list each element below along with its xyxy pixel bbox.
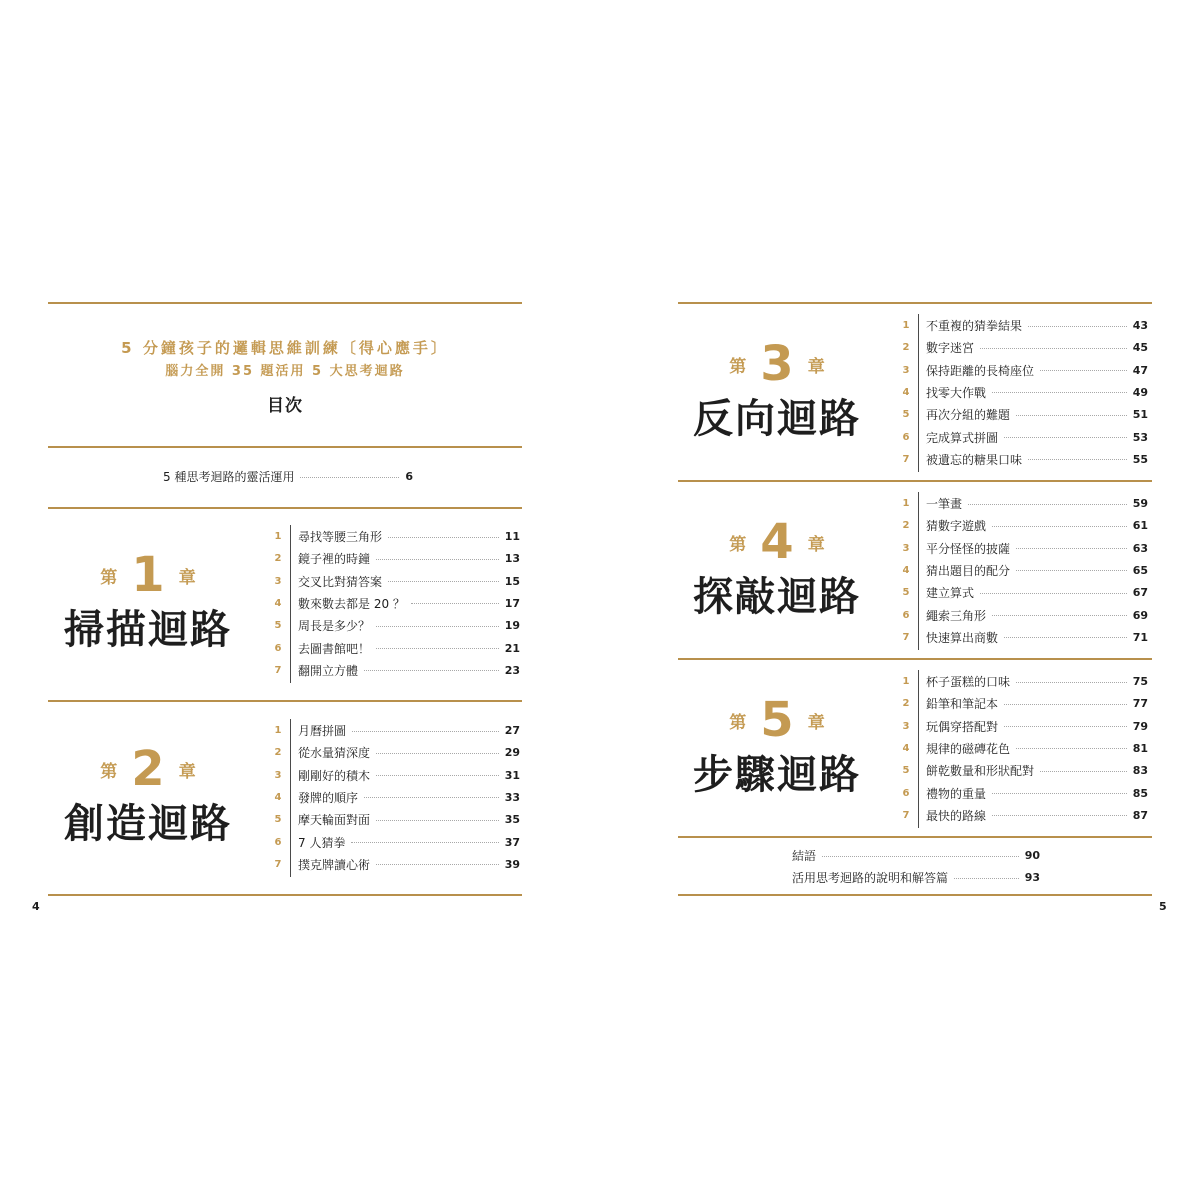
- toc-entry[interactable]: [298, 663, 520, 679]
- chapter-label: [677, 514, 877, 570]
- toc-entry[interactable]: [926, 318, 1148, 334]
- gold-rule: [48, 507, 522, 509]
- toc-entry-page: 47: [1132, 363, 1148, 377]
- toc-entry-title: 杯子蛋糕的口味: [926, 675, 1011, 689]
- toc-entry-page: 59: [1132, 497, 1148, 510]
- toc-entry[interactable]: [926, 452, 1148, 468]
- dotted-leader: [376, 648, 499, 649]
- gold-rule: [48, 894, 522, 896]
- toc-entry-title: 保持距離的長椅座位: [926, 363, 1035, 378]
- chapter-label: [677, 692, 877, 748]
- chapter-title: 創造迴路: [64, 801, 232, 847]
- dotted-leader: [1040, 370, 1127, 371]
- chapter-suffix: 章: [807, 712, 825, 733]
- toc-entry[interactable]: [926, 674, 1148, 690]
- toc-entry-page: 65: [1132, 563, 1148, 577]
- entry-number: 1: [902, 498, 910, 509]
- chapter-number: 2: [131, 741, 165, 797]
- chapter-prefix: 第: [100, 567, 118, 588]
- toc-entry-title: 快速算出商數: [926, 630, 999, 645]
- chapter-suffix: 章: [807, 534, 825, 555]
- toc-entry[interactable]: [298, 723, 520, 739]
- toc-entry[interactable]: [298, 835, 520, 851]
- dotted-leader: [376, 864, 499, 865]
- chapter-prefix: 第: [729, 534, 747, 555]
- toc-entry-title: 猜數字遊戲: [926, 519, 987, 534]
- entry-number: 5: [274, 620, 282, 632]
- dotted-leader: [954, 878, 1019, 879]
- dotted-leader: [376, 559, 499, 560]
- toc-entry[interactable]: [926, 808, 1148, 824]
- entry-number: 7: [274, 664, 282, 676]
- entry-number: 2: [902, 520, 910, 532]
- entry-number: 2: [902, 698, 910, 710]
- entry-number: 1: [274, 725, 282, 736]
- entry-number: 3: [902, 364, 910, 376]
- dotted-leader: [300, 477, 399, 478]
- toc-entry[interactable]: [926, 630, 1148, 646]
- toc-entry-page: 6: [405, 470, 413, 483]
- toc-entry-page: 43: [1132, 319, 1148, 332]
- entry-number: 1: [274, 531, 282, 542]
- entry-number: 6: [902, 609, 910, 621]
- toc-entry-page: 49: [1132, 385, 1148, 399]
- toc-entry[interactable]: [298, 551, 520, 567]
- toc-entry-page: 87: [1132, 808, 1148, 822]
- toc-entry-page: 83: [1132, 764, 1148, 778]
- toc-entry-page: 61: [1132, 519, 1148, 533]
- chapter-number: 5: [760, 692, 794, 748]
- toc-entry-page: 71: [1132, 630, 1148, 644]
- dotted-leader: [1016, 748, 1127, 749]
- gold-rule: [678, 894, 1152, 896]
- entry-divider-line: [918, 670, 919, 828]
- toc-entry-title: 建立算式: [926, 586, 975, 601]
- toc-entry[interactable]: [298, 618, 520, 634]
- chapter-title: 掃描迴路: [64, 607, 232, 653]
- toc-entry-page: 37: [504, 835, 520, 849]
- toc-entry-title: 活用思考迴路的說明和解答篇: [792, 871, 949, 885]
- dotted-leader: [352, 731, 499, 732]
- toc-entry[interactable]: [298, 574, 520, 590]
- entry-number: 6: [274, 642, 282, 654]
- entry-number: 6: [902, 431, 910, 443]
- toc-entry-page: 45: [1132, 341, 1148, 355]
- toc-entry-page: 81: [1132, 741, 1148, 755]
- dotted-leader: [992, 392, 1127, 393]
- toc-entry-page: 23: [504, 663, 520, 677]
- dotted-leader: [1028, 459, 1127, 460]
- entry-divider-line: [290, 719, 291, 877]
- toc-entry-title: 完成算式拼圖: [926, 430, 999, 445]
- toc-entry-page: 17: [504, 596, 520, 610]
- gold-rule: [678, 480, 1152, 482]
- entry-number: 5: [902, 409, 910, 421]
- dotted-leader: [1028, 326, 1127, 327]
- toc-entry-page: 55: [1132, 452, 1148, 466]
- dotted-leader: [980, 593, 1127, 594]
- dotted-leader: [376, 626, 499, 627]
- entry-number: 5: [902, 587, 910, 599]
- toc-entry[interactable]: [926, 563, 1148, 579]
- dotted-leader: [376, 775, 499, 776]
- chapter-title: 步驟迴路: [693, 752, 861, 798]
- toc-entry-page: 75: [1132, 675, 1148, 688]
- chapter-number: 1: [131, 547, 165, 603]
- dotted-leader: [1004, 726, 1127, 727]
- entry-number: 6: [274, 836, 282, 848]
- toc-entry-page: 69: [1132, 608, 1148, 622]
- dotted-leader: [1004, 637, 1127, 638]
- entry-number: 7: [902, 809, 910, 821]
- toc-entry-page: 33: [504, 790, 520, 804]
- dotted-leader: [351, 842, 498, 843]
- chapter-label: [48, 547, 248, 603]
- page-number-left: 4: [32, 900, 40, 913]
- entry-number: 7: [902, 453, 910, 465]
- toc-entry[interactable]: [298, 596, 520, 612]
- toc-entry[interactable]: [926, 340, 1148, 356]
- toc-entry-page: 51: [1132, 408, 1148, 422]
- dotted-leader: [388, 537, 499, 538]
- toc-entry[interactable]: [926, 518, 1148, 534]
- toc-entry-title: 5 種思考迴路的靈活運用: [163, 470, 295, 484]
- chapter-prefix: 第: [729, 712, 747, 733]
- gold-rule: [678, 836, 1152, 838]
- entry-number: 1: [902, 676, 910, 687]
- toc-entry-intro[interactable]: [163, 469, 413, 485]
- toc-entry[interactable]: [298, 857, 520, 873]
- dotted-leader: [1016, 548, 1127, 549]
- toc-entry[interactable]: [926, 496, 1148, 512]
- toc-entry-title: 去圖書館吧！: [298, 641, 371, 656]
- dotted-leader: [364, 670, 499, 671]
- dotted-leader: [411, 603, 499, 604]
- toc-entry-page: 11: [504, 530, 520, 543]
- entry-number: 3: [274, 575, 282, 587]
- dotted-leader: [364, 797, 499, 798]
- entry-number: 4: [902, 564, 910, 576]
- toc-entry-page: 13: [504, 552, 520, 566]
- entry-number: 4: [902, 742, 910, 754]
- toc-entry-title: 繩索三角形: [926, 608, 987, 623]
- toc-entry-page: 31: [504, 768, 520, 782]
- entry-number: 1: [902, 320, 910, 331]
- dotted-leader: [388, 581, 499, 582]
- toc-entry-title: 撲克牌讀心術: [298, 857, 371, 872]
- gold-rule: [48, 302, 522, 304]
- toc-entry-title: 猜出題目的配分: [926, 563, 1011, 578]
- dotted-leader: [992, 793, 1127, 794]
- toc-entry[interactable]: [926, 363, 1148, 379]
- chapter-label: [48, 741, 248, 797]
- toc-entry-answers[interactable]: [792, 870, 1040, 886]
- toc-entry-title: 摩天輪面對面: [298, 813, 371, 828]
- dotted-leader: [376, 820, 499, 821]
- toc-entry-title: 玩偶穿搭配對: [926, 719, 999, 734]
- toc-entry-title: 尋找等腰三角形: [298, 530, 383, 544]
- toc-entry[interactable]: [926, 786, 1148, 802]
- toc-entry-page: 21: [504, 641, 520, 655]
- chapter-prefix: 第: [100, 761, 118, 782]
- toc-entry[interactable]: [926, 741, 1148, 757]
- toc-entry-title: 找零大作戰: [926, 385, 987, 400]
- entry-number: 7: [274, 858, 282, 870]
- toc-entry[interactable]: [298, 641, 520, 657]
- book-title: 5 分鐘孩子的邏輯思維訓練〔得心應手〕: [121, 339, 449, 357]
- dotted-leader: [1004, 704, 1127, 705]
- toc-entry[interactable]: [926, 541, 1148, 557]
- toc-entry-title: 餅乾數量和形狀配對: [926, 764, 1035, 779]
- toc-entry-title: 從水量猜深度: [298, 746, 371, 761]
- toc-entry[interactable]: [926, 696, 1148, 712]
- toc-entry-page: 77: [1132, 697, 1148, 711]
- entry-divider-line: [290, 525, 291, 683]
- entry-number: 7: [902, 631, 910, 643]
- chapter-suffix: 章: [178, 567, 196, 588]
- dotted-leader: [980, 348, 1127, 349]
- toc-entry-page: 85: [1132, 786, 1148, 800]
- toc-entry-title: 周長是多少？: [298, 619, 371, 634]
- toc-entry[interactable]: [926, 385, 1148, 401]
- gold-rule: [48, 446, 522, 448]
- chapter-prefix: 第: [729, 356, 747, 377]
- toc-entry-title: 平分怪怪的披薩: [926, 541, 1011, 556]
- toc-entry-page: 19: [504, 619, 520, 633]
- entry-number: 3: [274, 769, 282, 781]
- toc-entry[interactable]: [298, 745, 520, 761]
- toc-entry-title: 7 人猜拳: [298, 835, 346, 850]
- toc-entry-title: 剛剛好的積木: [298, 768, 371, 783]
- dotted-leader: [1016, 682, 1127, 683]
- gold-rule: [48, 700, 522, 702]
- dotted-leader: [1004, 437, 1127, 438]
- entry-number: 4: [274, 791, 282, 803]
- entry-number: 6: [902, 787, 910, 799]
- entry-number: 5: [274, 814, 282, 826]
- chapter-number: 3: [760, 336, 794, 392]
- dotted-leader: [992, 526, 1127, 527]
- dotted-leader: [992, 815, 1127, 816]
- dotted-leader: [822, 856, 1019, 857]
- dotted-leader: [1016, 415, 1127, 416]
- toc-entry-page: 15: [504, 574, 520, 588]
- toc-entry-page: 93: [1024, 871, 1040, 884]
- toc-entry[interactable]: [298, 768, 520, 784]
- chapter-title: 反向迴路: [693, 396, 861, 442]
- toc-entry-title: 交叉比對猜答案: [298, 574, 383, 589]
- toc-entry-title: 再次分組的難題: [926, 408, 1011, 423]
- dotted-leader: [1016, 570, 1127, 571]
- toc-entry-title: 發牌的順序: [298, 790, 359, 805]
- dotted-leader: [376, 753, 499, 754]
- toc-entry-page: 79: [1132, 719, 1148, 733]
- chapter-label: [677, 336, 877, 392]
- entry-number: 4: [902, 386, 910, 398]
- toc-entry-page: 53: [1132, 430, 1148, 444]
- entry-divider-line: [918, 492, 919, 650]
- toc-entry-title: 鉛筆和筆記本: [926, 697, 999, 712]
- gold-rule: [678, 302, 1152, 304]
- toc-entry[interactable]: [926, 585, 1148, 601]
- chapter-title: 探敲迴路: [693, 574, 861, 620]
- entry-number: 3: [902, 542, 910, 554]
- toc-entry[interactable]: [298, 812, 520, 828]
- book-subtitle: 腦力全開 35 題活用 5 大思考迴路: [165, 364, 405, 379]
- toc-entry[interactable]: [926, 763, 1148, 779]
- gold-rule: [678, 658, 1152, 660]
- toc-entry[interactable]: [926, 608, 1148, 624]
- toc-entry-page: 67: [1132, 586, 1148, 600]
- toc-entry-page: 35: [504, 813, 520, 827]
- toc-entry-page: 63: [1132, 541, 1148, 555]
- toc-entry-title: 結語: [792, 849, 817, 863]
- toc-entry-title: 規律的磁磚花色: [926, 741, 1011, 756]
- chapter-suffix: 章: [807, 356, 825, 377]
- entry-number: 2: [274, 553, 282, 565]
- entry-number: 4: [274, 597, 282, 609]
- toc-entry-title: 一筆畫: [926, 497, 963, 511]
- toc-entry-title: 不重複的猜拳結果: [926, 319, 1023, 333]
- toc-entry[interactable]: [926, 430, 1148, 446]
- toc-entry[interactable]: [298, 529, 520, 545]
- toc-entry-title: 最快的路線: [926, 808, 987, 823]
- dotted-leader: [992, 615, 1127, 616]
- toc-entry[interactable]: [926, 407, 1148, 423]
- entry-number: 2: [902, 342, 910, 354]
- chapter-number: 4: [760, 514, 794, 570]
- entry-divider-line: [918, 314, 919, 472]
- page-number-right: 5: [1159, 900, 1167, 913]
- toc-entry-title: 鏡子裡的時鐘: [298, 552, 371, 567]
- toc-entry-title: 禮物的重量: [926, 786, 987, 801]
- entry-number: 5: [902, 765, 910, 777]
- toc-entry[interactable]: [926, 719, 1148, 735]
- toc-heading: 目次: [267, 396, 303, 416]
- dotted-leader: [1040, 771, 1127, 772]
- toc-entry-page: 29: [504, 746, 520, 760]
- toc-entry-title: 被遺忘的糖果口味: [926, 452, 1023, 467]
- toc-entry-page: 27: [504, 724, 520, 737]
- toc-entry-closing[interactable]: [792, 848, 1040, 864]
- entry-number: 2: [274, 747, 282, 759]
- toc-entry-title: 數字迷宮: [926, 341, 975, 356]
- entry-number: 3: [902, 720, 910, 732]
- toc-entry-title: 月曆拼圖: [298, 724, 347, 738]
- toc-entry-title: 數來數去都是 20 ？: [298, 596, 405, 611]
- toc-entry-page: 90: [1024, 849, 1040, 862]
- dotted-leader: [968, 504, 1127, 505]
- toc-entry[interactable]: [298, 790, 520, 806]
- chapter-suffix: 章: [178, 761, 196, 782]
- toc-entry-page: 39: [504, 857, 520, 871]
- toc-entry-title: 翻開立方體: [298, 663, 359, 678]
